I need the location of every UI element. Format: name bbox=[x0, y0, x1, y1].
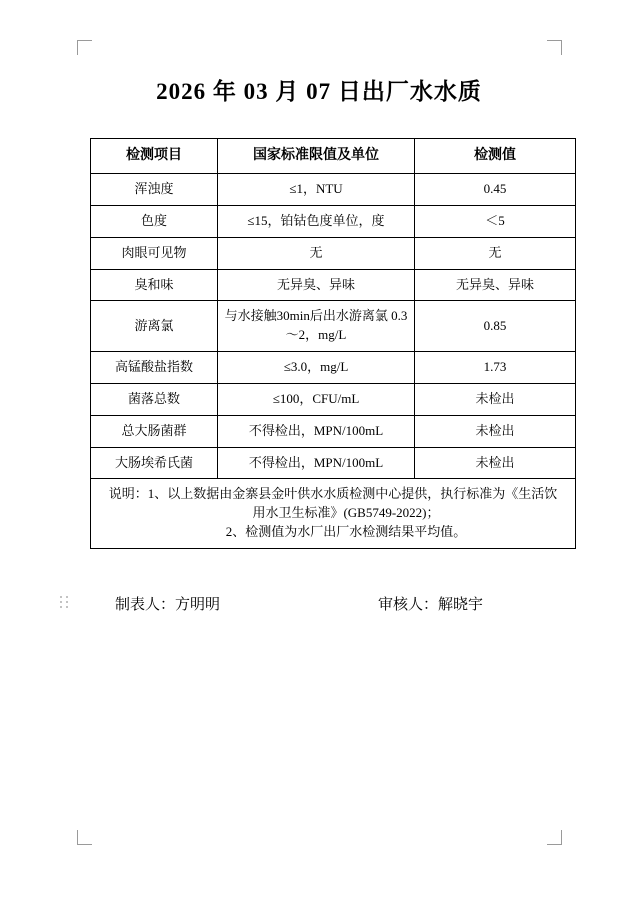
cell-item: 肉眼可见物 bbox=[91, 237, 218, 269]
column-header-item: 检测项目 bbox=[91, 139, 218, 174]
table-row bbox=[91, 415, 576, 447]
water-quality-table bbox=[90, 138, 576, 549]
table-row bbox=[91, 301, 576, 352]
cell-value: 未检出 bbox=[415, 415, 576, 447]
table-row bbox=[91, 352, 576, 384]
cell-value: 未检出 bbox=[415, 383, 576, 415]
table-row bbox=[91, 174, 576, 206]
cell-item: 总大肠菌群 bbox=[91, 415, 218, 447]
cell-standard: 无异臭、异味 bbox=[218, 269, 415, 301]
cell-standard: ≤100，CFU/mL bbox=[218, 383, 415, 415]
cell-standard: ≤1，NTU bbox=[218, 174, 415, 206]
table-note-row bbox=[91, 479, 576, 549]
table-row bbox=[91, 447, 576, 479]
preparer-signature: 制表人：方明明 bbox=[115, 597, 221, 613]
cell-item: 高锰酸盐指数 bbox=[91, 352, 218, 384]
cell-standard: 不得检出，MPN/100mL bbox=[218, 415, 415, 447]
signature-row bbox=[90, 593, 550, 623]
cell-item: 大肠埃希氏菌 bbox=[91, 447, 218, 479]
note-line-3: 2、检测值为水厂出厂水检测结果平均值。 bbox=[225, 524, 467, 540]
table-row bbox=[91, 205, 576, 237]
note-line-2: 用水卫生标准》(GB5749-2022)； bbox=[252, 505, 440, 521]
cell-value: 无 bbox=[415, 237, 576, 269]
cell-value: 0.45 bbox=[415, 174, 576, 206]
drag-handle-icon[interactable] bbox=[60, 596, 69, 610]
cell-value: ＜5 bbox=[415, 205, 576, 237]
cell-standard: ≤3.0，mg/L bbox=[218, 352, 415, 384]
crop-mark-top-left bbox=[77, 40, 92, 55]
table-header-row bbox=[91, 139, 576, 174]
cell-value: 无异臭、异味 bbox=[415, 269, 576, 301]
cell-item: 浑浊度 bbox=[91, 174, 218, 206]
cell-item: 臭和味 bbox=[91, 269, 218, 301]
page-title: 2026 年 03 月 07 日出厂水水质 bbox=[156, 79, 482, 104]
cell-value: 1.73 bbox=[415, 352, 576, 384]
cell-standard: 与水接触30min后出水游离氯 0.3～2，mg/L bbox=[218, 301, 415, 352]
column-header-value: 检测值 bbox=[415, 139, 576, 174]
cell-standard: ≤15，铂钴色度单位，度 bbox=[218, 205, 415, 237]
reviewer-signature: 审核人：解晓宇 bbox=[378, 597, 484, 613]
crop-mark-top-right bbox=[547, 40, 562, 55]
cell-value: 未检出 bbox=[415, 447, 576, 479]
crop-mark-bottom-left bbox=[77, 830, 92, 845]
crop-mark-bottom-right bbox=[547, 830, 562, 845]
table-row bbox=[91, 383, 576, 415]
cell-item: 菌落总数 bbox=[91, 383, 218, 415]
cell-standard: 无 bbox=[218, 237, 415, 269]
table-row bbox=[91, 237, 576, 269]
column-header-standard: 国家标准限值及单位 bbox=[218, 139, 415, 174]
cell-item: 色度 bbox=[91, 205, 218, 237]
table-row bbox=[91, 269, 576, 301]
cell-value: 0.85 bbox=[415, 301, 576, 352]
note-line-1: 说明：1、以上数据由金寨县金叶供水水质检测中心提供，执行标准为《生活饮 bbox=[108, 486, 558, 502]
cell-item: 游离氯 bbox=[91, 301, 218, 352]
cell-standard: 不得检出，MPN/100mL bbox=[218, 447, 415, 479]
table-note bbox=[91, 479, 576, 549]
